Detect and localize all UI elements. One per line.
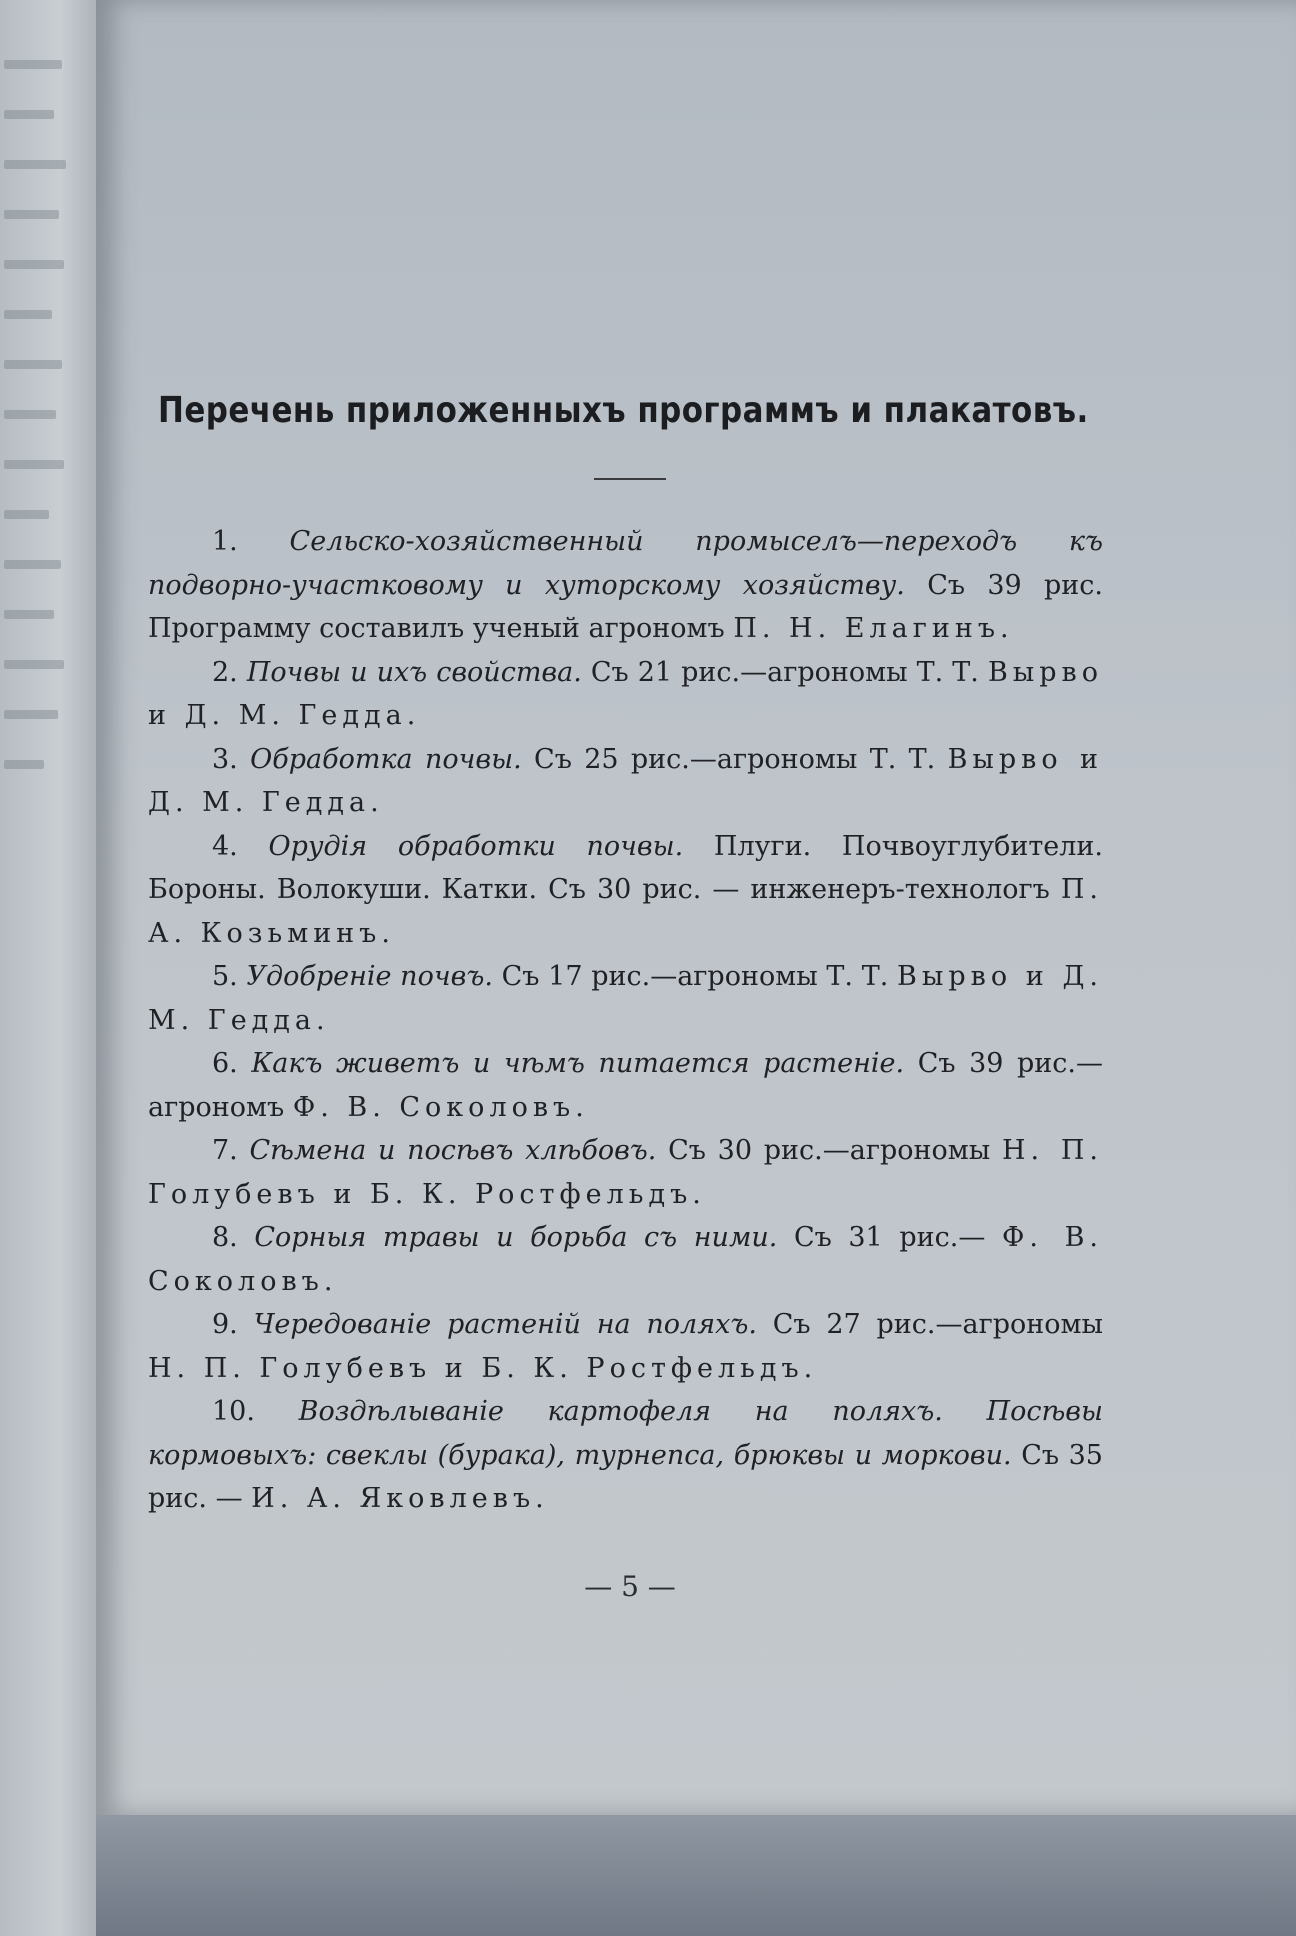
list-item bbox=[148, 738, 1103, 825]
item-details: Съ 27 рис.—агрономы bbox=[772, 1309, 1103, 1340]
list-item bbox=[148, 955, 1103, 1042]
list-item bbox=[148, 1303, 1103, 1390]
item-details: Съ 35 рис. — bbox=[148, 1439, 1103, 1514]
item-number: 3. bbox=[212, 743, 238, 775]
title-divider bbox=[594, 478, 666, 480]
page-title: Перечень приложенныхъ программъ и плакатовъ. bbox=[158, 390, 1089, 431]
list-item bbox=[148, 1129, 1103, 1216]
item-topic: Воздѣлываніе картофеля на поляхъ. Посѣвы кормовыхъ: свеклы (бурака), турнепса, брюквы и моркови. bbox=[148, 1396, 1103, 1471]
page-number: — 5 — bbox=[584, 1570, 676, 1603]
item-number: 10. bbox=[212, 1396, 255, 1427]
item-topic: Орудія обработки почвы. bbox=[268, 830, 684, 862]
list-item bbox=[148, 520, 1103, 651]
item-number: 6. bbox=[212, 1048, 238, 1079]
item-topic: Обработка почвы. bbox=[250, 743, 522, 775]
item-number: 8. bbox=[212, 1222, 238, 1253]
item-number: 4. bbox=[212, 830, 238, 862]
item-topic: Сѣмена и посѣвъ хлѣбовъ. bbox=[249, 1135, 657, 1166]
item-authors: Н. П. Голубевъ и Б. К. Ростфельдъ. bbox=[148, 1135, 1103, 1210]
list-item bbox=[148, 1042, 1103, 1129]
item-authors: И. А. Яковлевъ. bbox=[251, 1483, 549, 1514]
item-details: Съ 17 рис.—агрономы Т. Т. bbox=[501, 961, 889, 992]
list-item bbox=[148, 651, 1103, 738]
list-item bbox=[148, 825, 1103, 956]
item-topic: Чередованіе растеній на поляхъ. bbox=[253, 1309, 757, 1340]
item-details: Съ 21 рис.—агрономы Т. Т. bbox=[590, 656, 979, 688]
item-topic: Почвы и ихъ свойства. bbox=[246, 656, 582, 688]
item-topic: Сорныя травы и борьба съ ними. bbox=[254, 1222, 778, 1253]
item-number: 2. bbox=[212, 656, 238, 688]
page-bottom-shadow bbox=[96, 1815, 1296, 1936]
item-details: Съ 31 рис.— bbox=[793, 1222, 986, 1253]
item-authors: Ф. В. Соколовъ. bbox=[148, 1222, 1103, 1297]
item-authors: Н. П. Голубевъ и Б. К. Ростфельдъ. bbox=[148, 1352, 818, 1384]
item-details: Плуги. Почвоуглубители. Бороны. Волокуши. Катки. Съ 30 рис. — инженеръ-технологъ bbox=[148, 830, 1103, 905]
list-item bbox=[148, 1390, 1103, 1521]
program-list bbox=[148, 520, 1103, 1521]
item-topic: Удобреніе почвъ. bbox=[246, 961, 493, 992]
item-authors: П. А. Козьминъ. bbox=[148, 874, 1103, 949]
item-details: Съ 25 рис.—агрономы Т. Т. bbox=[534, 743, 936, 775]
item-authors: Вырво и Д. М. Гедда. bbox=[148, 743, 1103, 818]
item-number: 5. bbox=[212, 961, 238, 992]
item-authors: Вырво и Д. М. Гедда. bbox=[148, 961, 1103, 1036]
item-authors: Ф. В. Соколовъ. bbox=[292, 1091, 589, 1123]
item-number: 1. bbox=[212, 526, 238, 557]
item-number: 7. bbox=[212, 1135, 238, 1166]
item-topic: Сельско-хозяйственный промыселъ—переходъ къ подворно-участковому и хуторскому хозяйству. bbox=[148, 526, 1103, 601]
item-number: 9. bbox=[212, 1309, 238, 1340]
item-authors: П. Н. Елагинъ. bbox=[733, 613, 1014, 644]
facing-page-edge bbox=[0, 0, 100, 1936]
item-authors: Вырво и Д. М. Гедда. bbox=[148, 656, 1104, 731]
item-topic: Какъ живетъ и чѣмъ питается растеніе. bbox=[251, 1048, 905, 1079]
item-details: Съ 39 рис. Программу составилъ ученый агрономъ bbox=[148, 569, 1103, 644]
item-details: Съ 30 рис.—агрономы bbox=[668, 1135, 991, 1166]
list-item bbox=[148, 1216, 1103, 1303]
item-details: Съ 39 рис.—агрономъ bbox=[148, 1048, 1103, 1123]
